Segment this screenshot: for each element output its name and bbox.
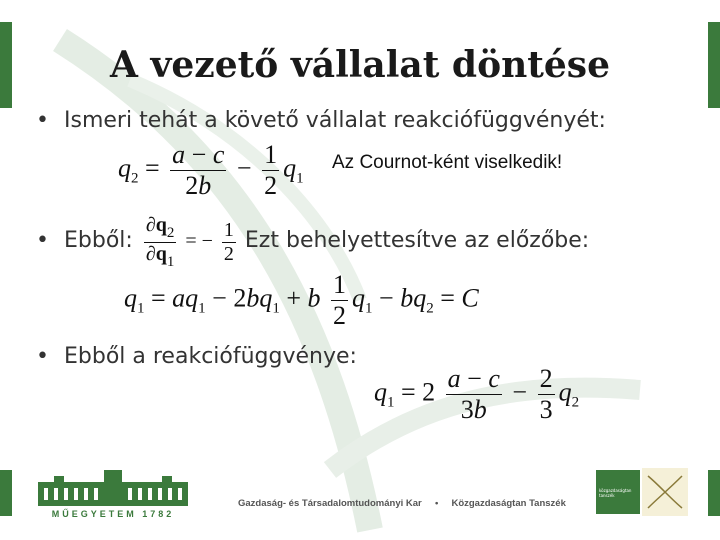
bullet-3	[36, 344, 357, 369]
left-accent-bar-bottom	[0, 470, 12, 516]
bullet-2-text-after: Ezt behelyettesítve az előzőbe:	[244, 228, 590, 254]
right-accent-bar-bottom	[708, 470, 720, 516]
footer-separator: •	[434, 498, 439, 509]
bullet-dot: •	[36, 344, 49, 369]
bullet-1-text: Ismeri tehát a követő vállalat reakciófüggvényét:	[64, 108, 606, 133]
footer-department: Közgazdaságtan Tanszék	[451, 498, 566, 509]
bullet-dot: •	[36, 228, 49, 254]
cournot-note: Az Cournot-ként viselkedik!	[332, 152, 563, 173]
slide-title: A vezető vállalat döntése	[110, 44, 610, 86]
equation-leader-reaction: $q_1 = 2$ $\frac{a - c}{3b}$ − $\frac{2}{3}$ $q_2$	[374, 364, 580, 424]
bullet-2	[36, 214, 589, 271]
equation-derivative: $\frac{\partial q_2}{\partial q_1}$ = − $\frac{1}{2}$	[145, 214, 234, 270]
bullet-3-text: Ebből a reakciófüggvénye:	[64, 344, 357, 369]
equation-follower-reaction: $q_2$ = $\frac{a - c}{2b}$ − $\frac{1}{2}$ $q_1$	[118, 140, 304, 200]
bullet-1	[36, 108, 606, 133]
university-logo	[34, 466, 192, 520]
department-logo-text: közgazdaságtan tanszék	[599, 488, 632, 498]
department-logo-mark	[642, 468, 688, 516]
equation-substituted: $q_1 = aq_1 - 2bq_1 + b$ $\frac{1}{2}$ $q_1 - bq_2 = C$	[124, 270, 479, 330]
department-logo	[596, 470, 640, 514]
bullet-2-text-before: Ebből:	[64, 228, 133, 254]
bullet-dot: •	[36, 108, 49, 133]
footer-faculty: Gazdaság- és Társadalomtudományi Kar	[238, 498, 422, 509]
svg-text:MŰEGYETEM 1782: MŰEGYETEM 1782	[51, 509, 175, 519]
footer-text	[238, 498, 566, 509]
